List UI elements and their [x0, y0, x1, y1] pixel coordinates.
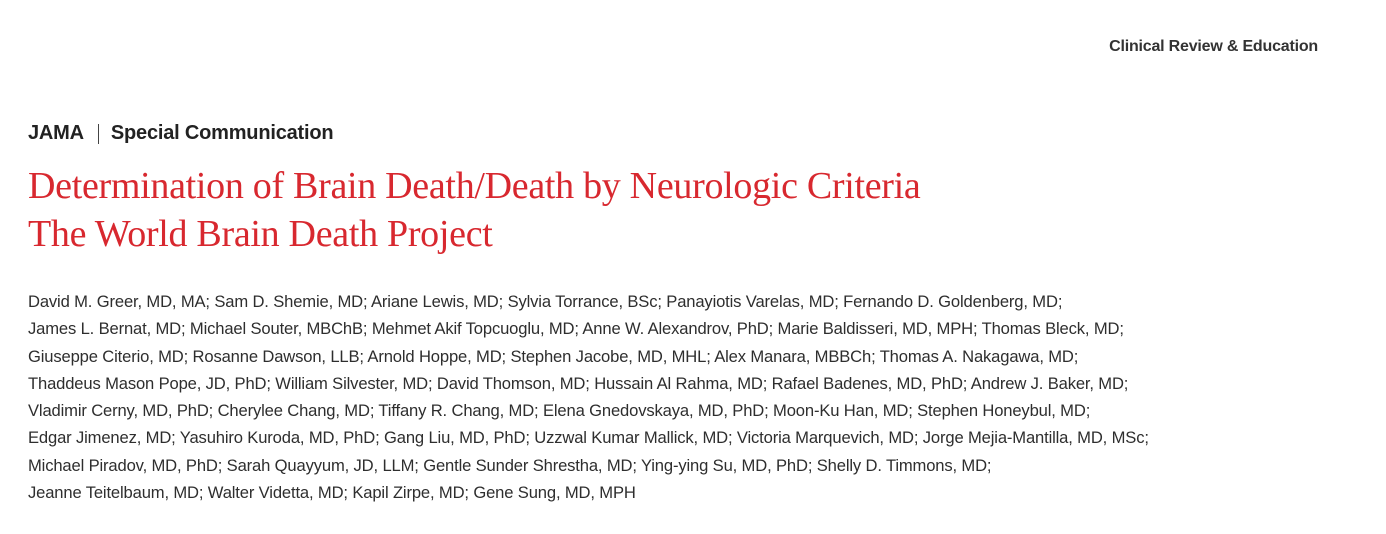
author-list: [28, 288, 1348, 506]
article-type: Special Communication: [110, 122, 334, 144]
author-line: James L. Bernat, MD; Michael Souter, MBChB; Mehmet Akif Topcuoglu, MD; Anne W. Alexandrov, PhD; Marie Baldisseri, MD, MPH; Thomas Bleck, MD;: [28, 319, 1124, 339]
author-line: Michael Piradov, MD, PhD; Sarah Quayyum, JD, LLM; Gentle Sunder Shrestha, MD; Ying-ying Su, MD, PhD; Shelly D. Timmons, MD;: [28, 455, 992, 475]
author-line: Edgar Jimenez, MD; Yasuhiro Kuroda, MD, PhD; Gang Liu, MD, PhD; Uzzwal Kumar Mallick, MD; Victoria Marquevich, MD; Jorge Mejia-Mantilla, MD, MSc;: [28, 428, 1149, 448]
header-divider: [98, 124, 99, 144]
section-label: Clinical Review & Education: [1109, 38, 1318, 55]
author-line: Vladimir Cerny, MD, PhD; Cherylee Chang, MD; Tiffany R. Chang, MD; Elena Gnedovskaya, MD, PhD; Moon-Ku Han, MD; Stephen Honeybul, MD;: [28, 401, 1091, 421]
journal-header: [28, 122, 333, 145]
author-line: Thaddeus Mason Pope, JD, PhD; William Silvester, MD; David Thomson, MD; Hussain Al Rahma, MD; Rafael Badenes, MD, PhD; Andrew J. Baker, MD;: [28, 373, 1129, 393]
author-line: Giuseppe Citerio, MD; Rosanne Dawson, LLB; Arnold Hoppe, MD; Stephen Jacobe, MD, MHL; Alex Manara, MBBCh; Thomas A. Nakagawa, MD;: [28, 346, 1079, 366]
article-subtitle: The World Brain Death Project: [28, 213, 493, 255]
author-line: David M. Greer, MD, MA; Sam D. Shemie, MD; Ariane Lewis, MD; Sylvia Torrance, BSc; Panayiotis Varelas, MD; Fernando D. Goldenberg, MD;: [28, 292, 1063, 311]
article-title: Determination of Brain Death/Death by Neurologic Criteria: [28, 165, 921, 207]
article-title-block: [28, 162, 921, 258]
journal-name: JAMA: [28, 122, 84, 144]
author-line: Jeanne Teitelbaum, MD; Walter Videtta, MD; Kapil Zirpe, MD; Gene Sung, MD, MPH: [28, 483, 636, 503]
